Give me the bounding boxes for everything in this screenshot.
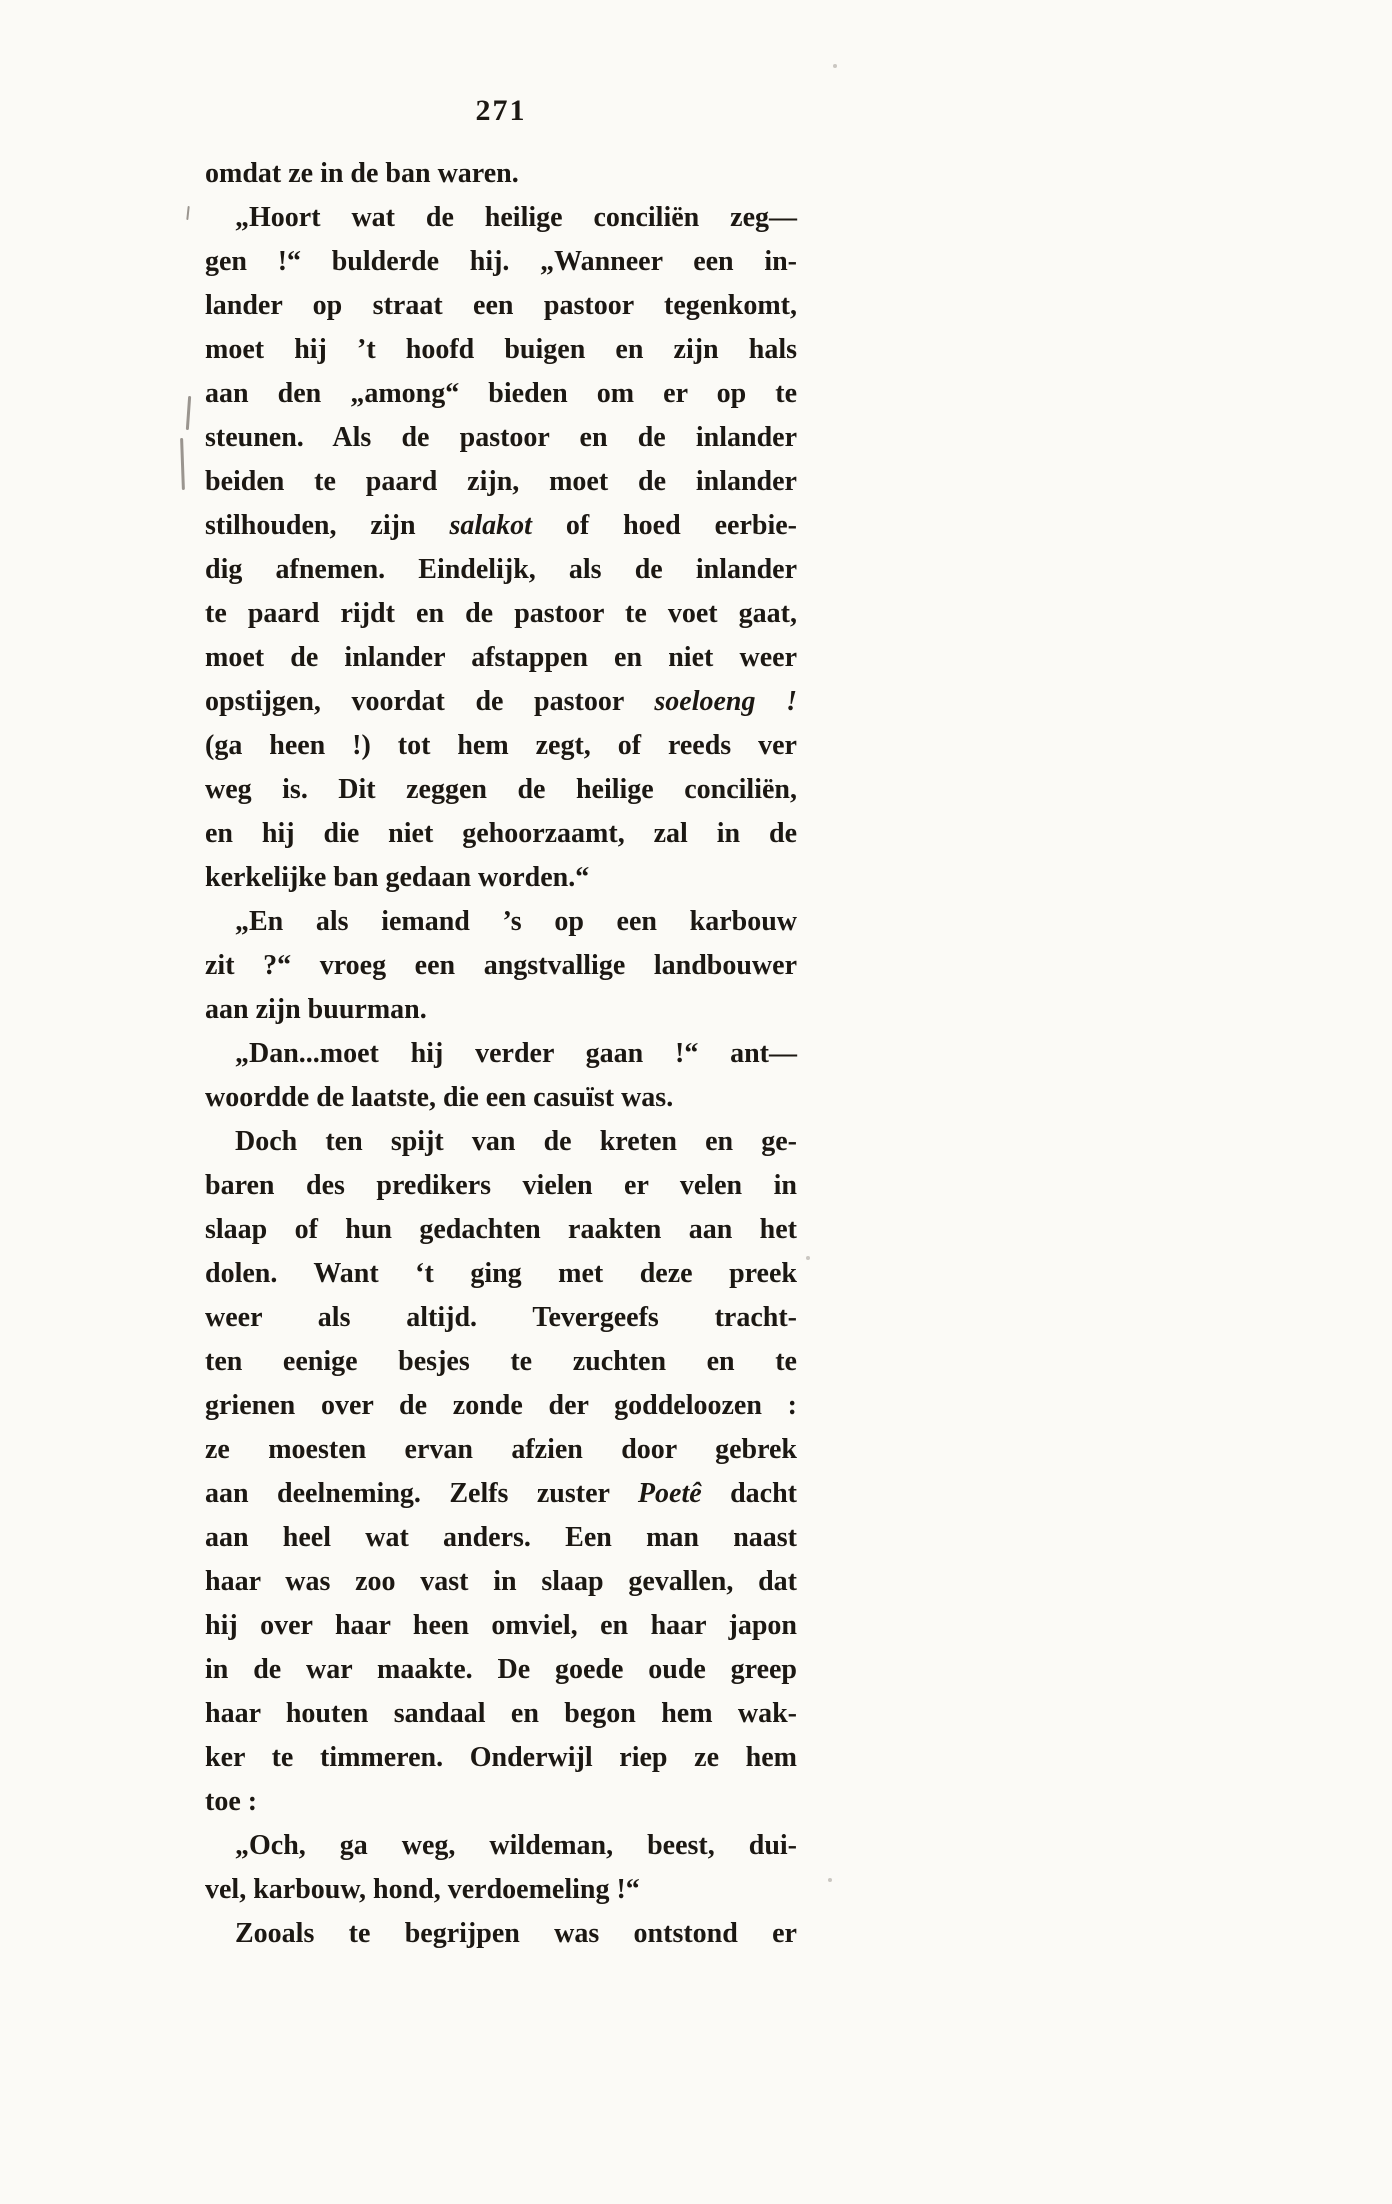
text-line: [205, 1032, 797, 1076]
text-segment: Doch ten spijt van de kreten en ge-: [235, 1126, 797, 1157]
text-segment: baren des predikers vielen er velen in: [205, 1170, 797, 1201]
text-segment: beiden te paard zijn, moet de inlander: [205, 466, 797, 497]
text-line: [205, 856, 797, 900]
stray-mark: [186, 206, 189, 220]
text-line: [205, 240, 797, 284]
text-segment: „Dan...moet hij verder gaan !“ ant—: [235, 1038, 797, 1069]
text-segment: steunen. Als de pastoor en de inlander: [205, 422, 797, 453]
text-segment: „Hoort wat de heilige conciliën zeg—: [235, 202, 797, 233]
text-line: [205, 1164, 797, 1208]
text-segment: moet de inlander afstappen en niet weer: [205, 642, 797, 673]
text-segment: aan deelneming. Zelfs zuster: [205, 1478, 638, 1509]
text-segment: haar was zoo vast in slaap gevallen, dat: [205, 1566, 797, 1597]
text-segment: weer als altijd. Tevergeefs tracht-: [205, 1302, 797, 1333]
text-line: [205, 1780, 797, 1824]
text-segment: ze moesten ervan afzien door gebrek: [205, 1434, 797, 1465]
stray-mark: [180, 438, 185, 490]
text-line: [205, 768, 797, 812]
page-number: 271: [475, 94, 527, 127]
text-segment: aan zijn buurman.: [205, 994, 427, 1025]
text-segment: ten eenige besjes te zuchten en te: [205, 1346, 797, 1377]
text-segment: „Och, ga weg, wildeman, beest, dui-: [235, 1830, 797, 1861]
text-line: [205, 1912, 797, 1956]
text-line: [205, 1824, 797, 1868]
text-line: [205, 1208, 797, 1252]
text-line: [205, 636, 797, 680]
text-line: [205, 1076, 797, 1120]
text-line: [205, 1120, 797, 1164]
text-line: [205, 1296, 797, 1340]
italic-text: salakot: [449, 510, 532, 541]
text-line: [205, 284, 797, 328]
stray-speck: [806, 1256, 810, 1260]
text-segment: of hoed eerbie-: [531, 510, 797, 541]
stray-speck: [828, 1878, 832, 1882]
text-line: [205, 328, 797, 372]
text-segment: omdat ze in de ban waren.: [205, 158, 519, 189]
text-line: [205, 504, 797, 548]
text-line: [205, 680, 797, 724]
text-line: [205, 196, 797, 240]
text-line: [205, 548, 797, 592]
text-segment: slaap of hun gedachten raakten aan het: [205, 1214, 797, 1245]
text-line: [205, 152, 797, 196]
text-line: [205, 1384, 797, 1428]
text-segment: en hij die niet gehoorzaamt, zal in de: [205, 818, 797, 849]
text-segment: hij over haar heen omviel, en haar japon: [205, 1610, 797, 1641]
text-segment: stilhouden, zijn: [205, 510, 450, 541]
text-segment: woordde de laatste, die een casuïst was.: [205, 1082, 674, 1113]
text-line: [205, 1692, 797, 1736]
text-line: [205, 944, 797, 988]
text-segment: zit ?“ vroeg een angstvallige landbouwer: [205, 950, 797, 981]
text-line: [205, 1736, 797, 1780]
text-segment: dacht: [701, 1478, 797, 1509]
text-line: [205, 900, 797, 944]
text-segment: kerkelijke ban gedaan worden.“: [205, 862, 590, 893]
text-line: [205, 1340, 797, 1384]
text-segment: te paard rijdt en de pastoor te voet gaat,: [205, 598, 797, 629]
text-segment: moet hij ’t hoofd buigen en zijn hals: [205, 334, 797, 365]
text-line: [205, 1472, 797, 1516]
text-segment: „En als iemand ’s op een karbouw: [235, 906, 797, 937]
text-segment: Zooals te begrijpen was ontstond er: [235, 1918, 797, 1949]
text-line: [205, 460, 797, 504]
text-segment: (ga heen !) tot hem zegt, of reeds ver: [205, 730, 797, 761]
text-line: [205, 812, 797, 856]
text-segment: aan den „among“ bieden om er op te: [205, 378, 797, 409]
text-line: [205, 988, 797, 1032]
text-segment: toe :: [205, 1786, 258, 1817]
text-segment: in de war maakte. De goede oude greep: [205, 1654, 797, 1685]
text-segment: ker te timmeren. Onderwijl riep ze hem: [205, 1742, 797, 1773]
text-segment: haar houten sandaal en begon hem wak-: [205, 1698, 797, 1729]
text-line: [205, 1516, 797, 1560]
text-line: [205, 1428, 797, 1472]
text-segment: dig afnemen. Eindelijk, als de inlander: [205, 554, 797, 585]
italic-text: soeloeng !: [654, 686, 798, 717]
text-segment: vel, karbouw, hond, verdoemeling !“: [205, 1874, 640, 1905]
text-segment: aan heel wat anders. Een man naast: [205, 1522, 797, 1553]
text-line: [205, 592, 797, 636]
text-segment: lander op straat een pastoor tegenkomt,: [205, 290, 797, 321]
text-segment: opstijgen, voordat de pastoor: [205, 686, 655, 717]
text-line: [205, 724, 797, 768]
text-segment: grienen over de zonde der goddeloozen :: [205, 1390, 797, 1421]
text-line: [205, 416, 797, 460]
text-line: [205, 372, 797, 416]
text-segment: dolen. Want ‘t ging met deze preek: [205, 1258, 797, 1289]
stray-speck: [833, 64, 837, 68]
stray-mark: [186, 396, 191, 430]
text-line: [205, 1604, 797, 1648]
italic-text: Poetê: [637, 1478, 702, 1509]
text-line: [205, 1560, 797, 1604]
text-block: [205, 152, 797, 1956]
text-line: [205, 1868, 797, 1912]
text-line: [205, 1648, 797, 1692]
text-segment: gen !“ bulderde hij. „Wanneer een in-: [205, 246, 797, 277]
text-segment: weg is. Dit zeggen de heilige conciliën,: [205, 774, 797, 805]
text-line: [205, 1252, 797, 1296]
